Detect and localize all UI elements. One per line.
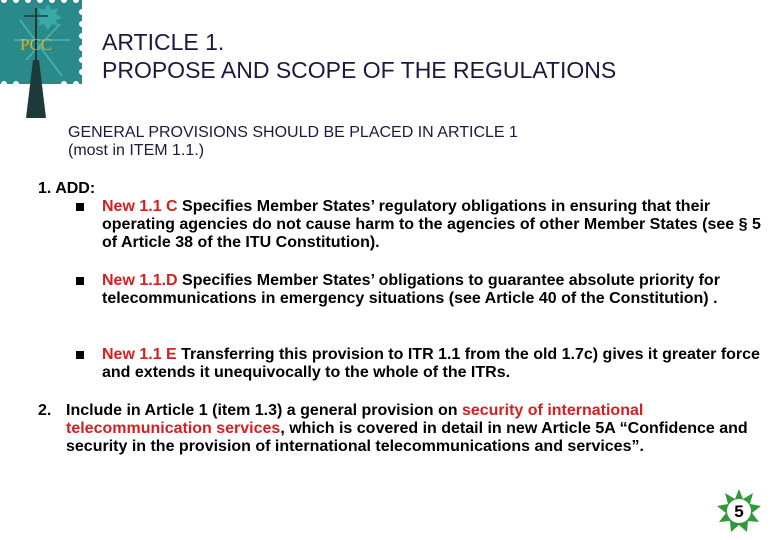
bullet-label: New 1.1 E [102, 346, 177, 363]
item-2-number: 2. [38, 402, 52, 419]
bullet-item [76, 198, 766, 252]
square-bullet-icon [76, 203, 84, 211]
logo-text: PCC [20, 35, 53, 54]
bullet-label: New 1.1 C [102, 198, 178, 215]
bullet-text [102, 346, 766, 382]
item-2-highlight: security of international telecommunication services [66, 402, 644, 437]
pcc-logo [0, 0, 82, 118]
item-2-text-after: , which is covered in detail in new Article 5A “Confidence and security in the provision of international telecommunications and services”. [66, 420, 748, 455]
item-2-text-before: Include in Article 1 (item 1.3) a general provision on [66, 402, 462, 419]
bullet-label: New 1.1.D [102, 272, 178, 289]
bullet-item [76, 346, 766, 382]
bullet-body: Specifies Member States’ obligations to guarantee absolute priority for telecommunications in emergency situations (see Article 40 of the Constitution) . [102, 272, 720, 307]
bullet-text [102, 198, 766, 252]
general-line-2: (most in ITEM 1.1.) [68, 142, 205, 159]
bullet-item [76, 272, 766, 308]
general-provisions-note [68, 124, 518, 160]
item-2 [38, 402, 768, 456]
bullet-body: Specifies Member States’ regulatory obligations in ensuring that their operating agencies do not cause harm to the agencies of other Member States (see § 5 of Article 38 of the ITU Constitution). [102, 198, 761, 251]
page-number: 5 [734, 502, 744, 521]
bullet-text [102, 272, 766, 308]
item-1-heading: 1. ADD: [38, 180, 96, 197]
slide-title [102, 28, 616, 84]
general-line-1: GENERAL PROVISIONS SHOULD BE PLACED IN ARTICLE 1 [68, 124, 518, 141]
title-line-1: ARTICLE 1. [102, 29, 225, 55]
page-number-badge [716, 488, 762, 534]
square-bullet-icon [76, 277, 84, 285]
item-2-text [66, 402, 768, 456]
title-line-2: PROPOSE AND SCOPE OF THE REGULATIONS [102, 57, 617, 83]
square-bullet-icon [76, 351, 84, 359]
bullet-body: Transferring this provision to ITR 1.1 from the old 1.7c) gives it greater force and extends it unequivocally to the whole of the ITRs. [102, 346, 760, 381]
